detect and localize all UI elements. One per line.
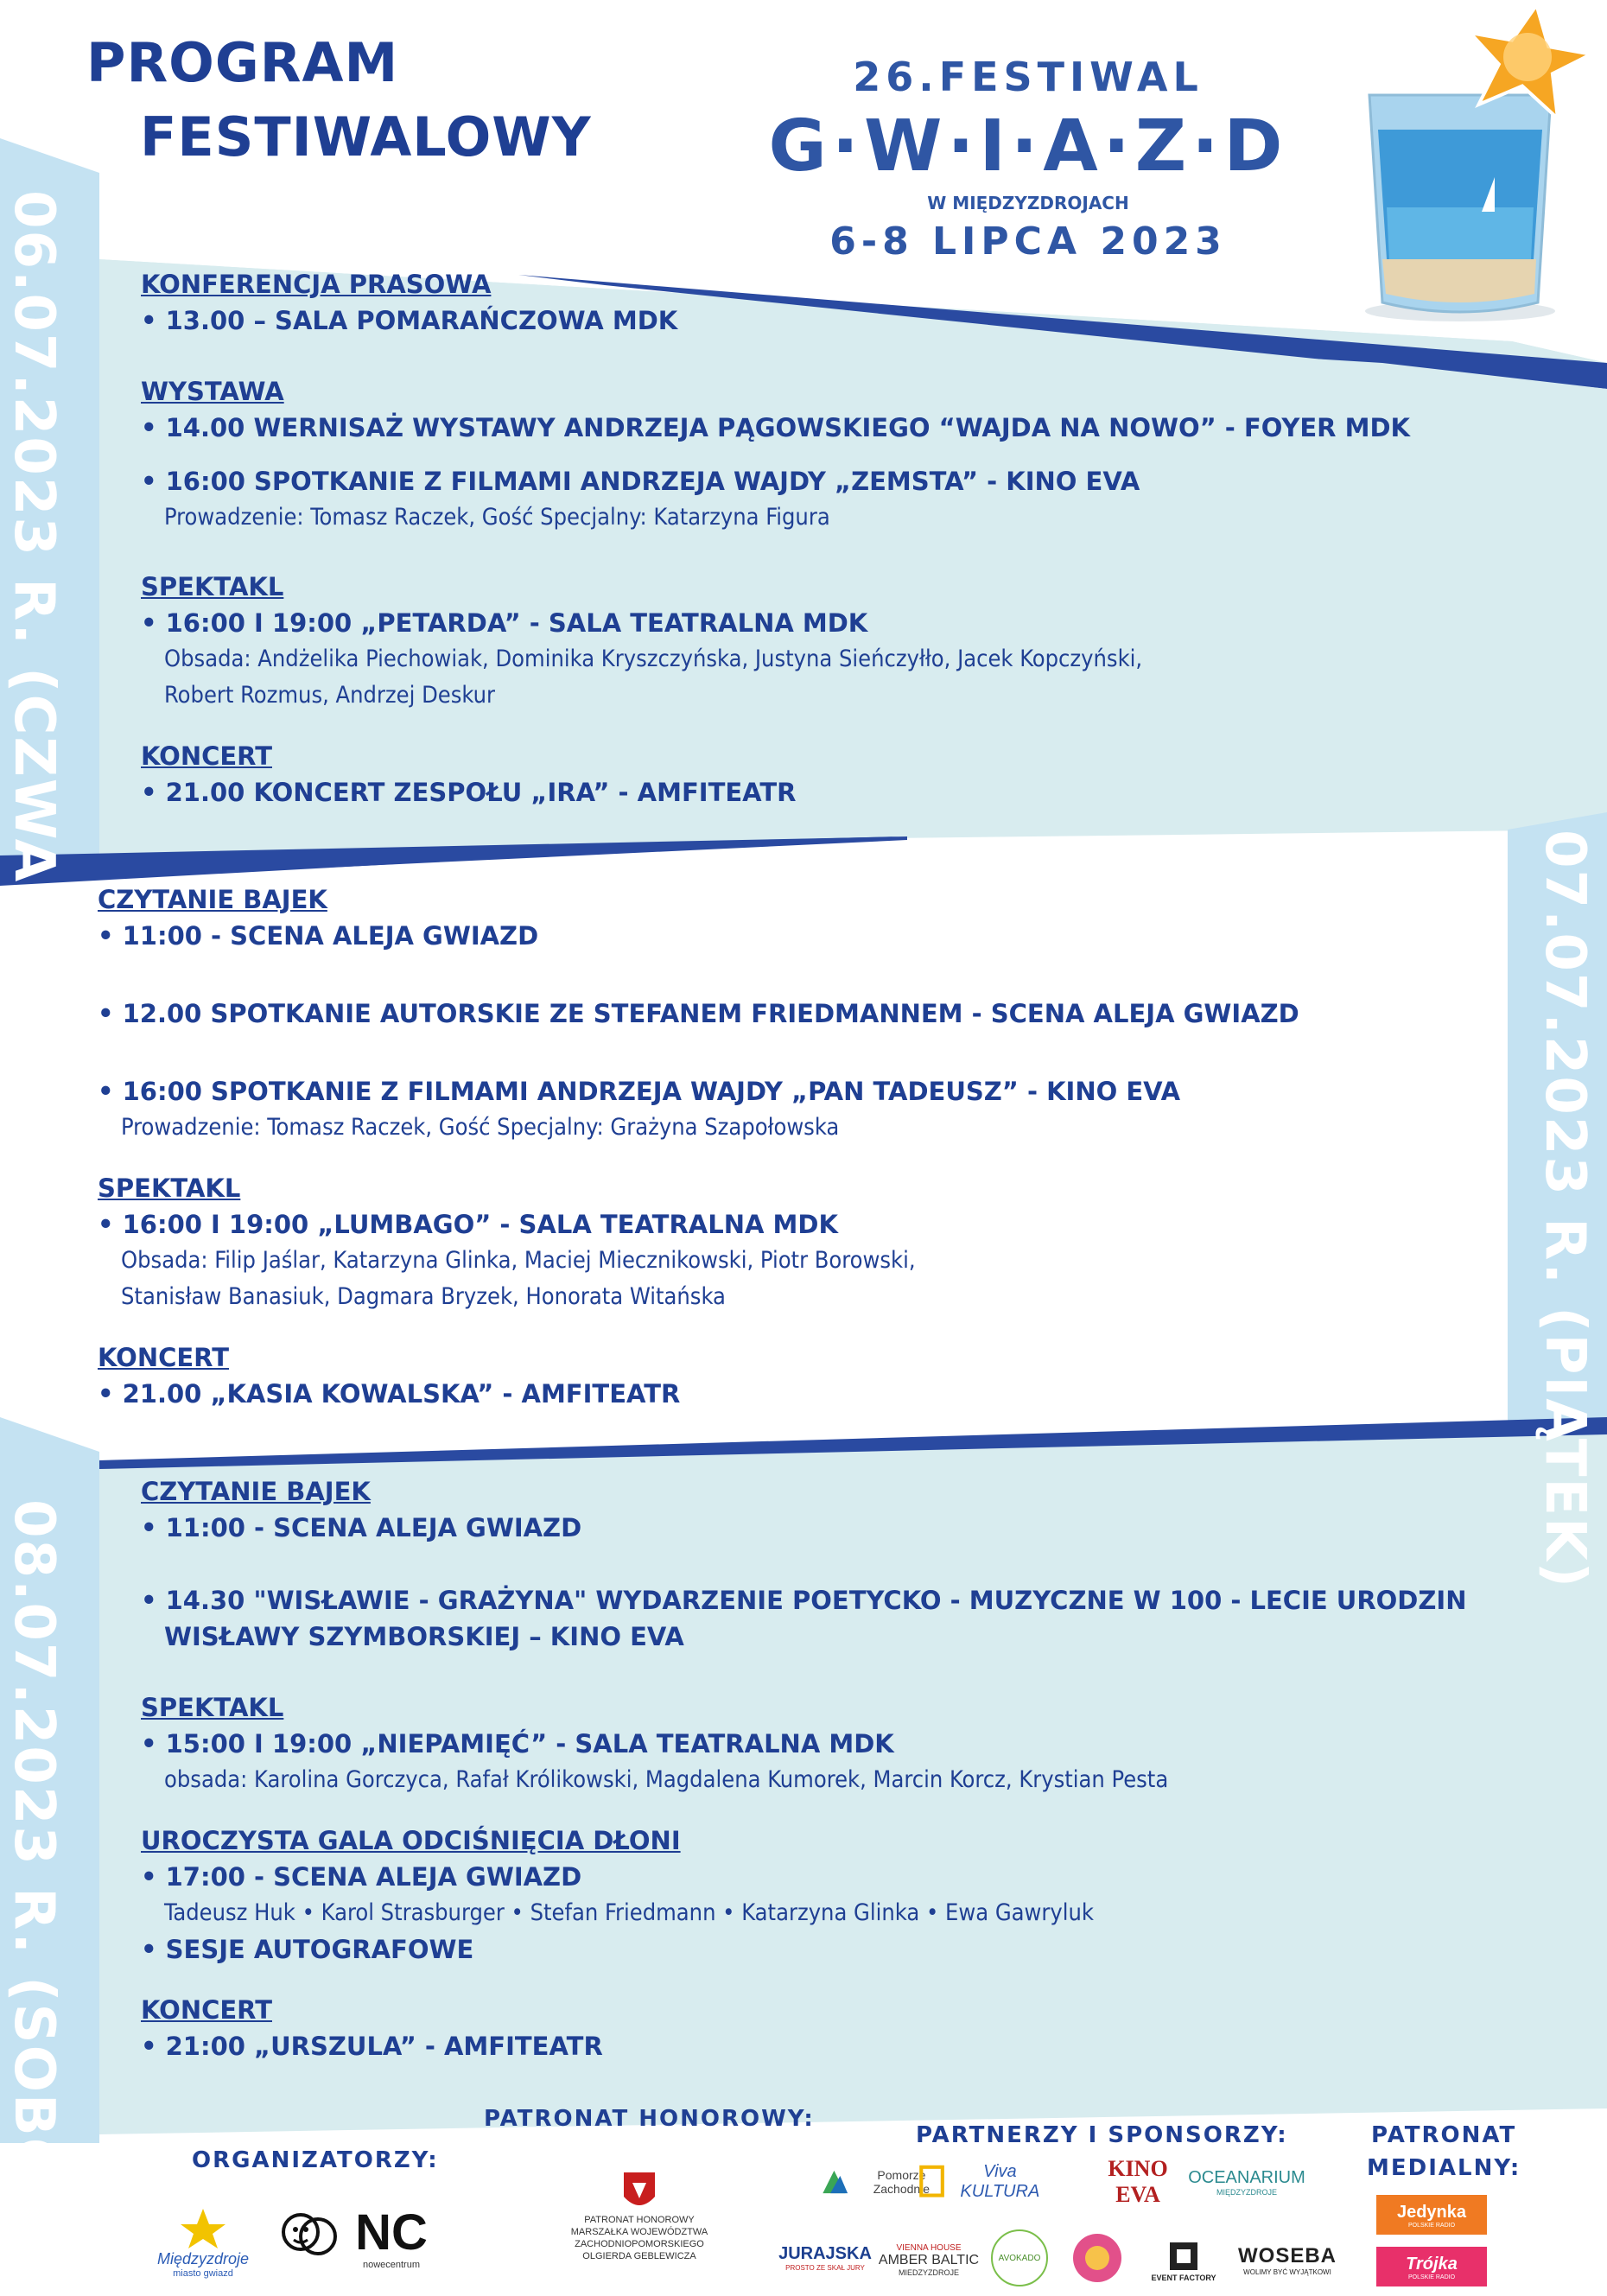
jedynka-text: Jedynka <box>1396 2202 1467 2222</box>
event-details: Prowadzenie: Tomasz Raczek, Gość Specjalny: Grażyna Szapołowska <box>121 1114 840 1141</box>
event-item: • 11:00 - SCENA ALEJA GWIAZD <box>141 1513 582 1542</box>
event-item: • 15:00 I 19:00 „NIEPAMIĘĆ” - SALA TEATRALNA MDK <box>141 1729 894 1759</box>
viva-kultura-icon <box>918 2160 947 2204</box>
section-heading: KONCERT <box>141 1995 272 2025</box>
event-item: • SESJE AUTOGRAFOWE <box>141 1935 474 1964</box>
woseba-subtext: WOLIMY BYĆ WYJĄTKOWI <box>1243 2267 1331 2276</box>
pomorze-icon <box>819 2165 849 2199</box>
section-heading: CZYTANIE BAJEK <box>141 1477 371 1506</box>
vienna-text: VIENNA HOUSE <box>896 2243 962 2253</box>
event-item: WISŁAWY SZYMBORSKIEJ – KINO EVA <box>164 1622 684 1651</box>
section-heading: WYSTAWA <box>141 377 284 406</box>
section-heading: KONCERT <box>98 1343 229 1372</box>
event-details: Stanisław Banasiuk, Dagmara Bryzek, Honorata Witańska <box>121 1283 726 1310</box>
event-item: • 16:00 SPOTKANIE Z FILMAMI ANDRZEJA WAJDY „ZEMSTA” - KINO EVA <box>141 467 1140 496</box>
amber-text: AMBER BALTIC <box>878 2253 980 2267</box>
honorary-heading: PATRONAT HONOROWY: <box>484 2106 815 2132</box>
partners-heading: PARTNERZY I SPONSORZY: <box>916 2122 1288 2148</box>
event-item: • 11:00 - SCENA ALEJA GWIAZD <box>98 921 539 951</box>
miedzyzdroje-text: Międzyzdroje <box>156 2249 250 2267</box>
honorary-text-3: ZACHODNIOPOMORSKIEGO <box>575 2239 704 2249</box>
honorary-text-2: MARSZAŁKA WOJEWÓDZTWA <box>570 2227 708 2237</box>
event-item: • 16:00 SPOTKANIE Z FILMAMI ANDRZEJA WAJDY „PAN TADEUSZ” - KINO EVA <box>98 1077 1181 1106</box>
miedzyzdroje-subtext: miasto gwiazd <box>173 2267 233 2279</box>
day-label-thursday: 06.07.2023 R. (CZWARTEK) <box>2 190 66 1076</box>
event-factory-logo <box>1145 2229 1223 2292</box>
trojka-logo <box>1376 2247 1487 2286</box>
woseba-text: WOSEBA <box>1238 2243 1337 2267</box>
section-heading: UROCZYSTA GALA ODCIŚNIĘCIA DŁONI <box>141 1826 681 1855</box>
program-title <box>86 26 592 175</box>
woseba-logo <box>1231 2234 1343 2286</box>
day2-program <box>98 881 1299 1412</box>
day-label-friday: 07.07.2023 R. (PIĄTEK) <box>1533 830 1597 1589</box>
oceanarium-logo <box>1182 2156 1312 2208</box>
amber-subtext: MIEDZYZDROJE <box>898 2268 959 2277</box>
event-details: Obsada: Filip Jaślar, Katarzyna Glinka, Maciej Miecznikowski, Piotr Borowski, <box>121 1247 916 1274</box>
event-details: Prowadzenie: Tomasz Raczek, Gość Specjalny: Katarzyna Figura <box>164 504 830 531</box>
section-heading: SPEKTAKL <box>141 572 284 601</box>
event-factory-icon <box>1166 2239 1201 2274</box>
festival-logo <box>760 50 1296 268</box>
title-line1: PROGRAM <box>86 31 399 94</box>
star-icon <box>177 2207 229 2250</box>
jurajska-text: JURAJSKA <box>778 2243 872 2263</box>
event-item: • 21.00 „KASIA KOWALSKA” - AMFITEATR <box>98 1379 681 1409</box>
amber-baltic-logo <box>873 2232 985 2288</box>
event-item: • 21.00 KONCERT ZESPOŁU „IRA” - AMFITEATR <box>141 778 797 807</box>
event-item: • 17:00 - SCENA ALEJA GWIAZD <box>141 1862 582 1892</box>
media-heading-line2: MEDIALNY: <box>1367 2155 1521 2181</box>
honorary-patron-logo <box>544 2143 734 2290</box>
oceanarium-text: OCEANARIUM <box>1188 2167 1305 2187</box>
coat-of-arms-icon <box>622 2171 657 2214</box>
event-item: • 13.00 – SALA POMARAŃCZOWA MDK <box>141 306 678 335</box>
nc-text: NC <box>355 2204 428 2261</box>
section-heading: CZYTANIE BAJEK <box>98 885 327 914</box>
theatre-masks-logo <box>272 2199 346 2273</box>
event-details: Robert Rozmus, Andrzej Deskur <box>164 682 496 709</box>
avokado-text: AVOKADO <box>998 2253 1041 2263</box>
miedzyzdroje-logo <box>147 2199 259 2286</box>
day-label-saturday: 08.07.2023 R. (SOBOTA) <box>2 1499 66 2293</box>
event-details: obsada: Karolina Gorczyca, Rafał Królikowski, Magdalena Kumorek, Marcin Korcz, Krystian Pesta <box>164 1766 1169 1793</box>
nc-subtext: nowecentrum <box>362 2260 421 2270</box>
trojka-text: Trójka <box>1406 2254 1458 2274</box>
trojka-subtext: POLSKIE RADIO <box>1407 2274 1456 2280</box>
viva-kultura-text: Viva KULTURA <box>960 2162 1040 2201</box>
section-heading: KONCERT <box>141 741 272 771</box>
festival-place: W MIĘDZYZDROJACH <box>927 193 1129 213</box>
event-item: • 14.30 "WISŁAWIE - GRAŻYNA" WYDARZENIE POETYCKO - MUZYCZNE W 100 - LECIE URODZIN <box>141 1586 1467 1615</box>
day1-program <box>141 266 1410 811</box>
nowe-centrum-logo <box>355 2199 428 2277</box>
flower-icon <box>1070 2231 1124 2285</box>
event-item: • 14.00 WERNISAŻ WYSTAWY ANDRZEJA PĄGOWSKIEGO “WAJDA NA NOWO” - FOYER MDK <box>141 413 1410 442</box>
festival-dates: 6-8 LIPCA 2023 <box>829 219 1227 264</box>
honorary-text-1: PATRONAT HONOROWY <box>584 2215 695 2225</box>
title-line2: FESTIWALOWY <box>140 105 592 169</box>
event-item: • 16:00 I 19:00 „PETARDA” - SALA TEATRALNA MDK <box>141 608 868 638</box>
media-heading <box>1367 2119 1521 2185</box>
media-heading-line1: PATRONAT <box>1371 2122 1517 2148</box>
pomorze-text: Pomorze Zachodnie <box>873 2168 931 2196</box>
section-heading: SPEKTAKL <box>141 1693 284 1722</box>
honorary-text-4: OLGIERDA GEBLEWICZA <box>582 2251 696 2261</box>
event-item: • 21:00 „URSZULA” - AMFITEATR <box>141 2032 603 2061</box>
theatre-masks-icon <box>275 2202 344 2271</box>
event-details: Tadeusz Huk • Karol Strasburger • Stefan Friedmann • Katarzyna Glinka • Ewa Gawryluk <box>164 1899 1094 1926</box>
day3-program <box>141 1473 1466 2064</box>
kino-eva-logo <box>1090 2156 1185 2208</box>
oceanarium-subtext: MIĘDZYZDROJE <box>1216 2187 1277 2197</box>
festival-name: G·W·I·A·Z·D <box>768 105 1288 188</box>
jurajska-logo <box>778 2229 873 2286</box>
event-item: • 12.00 SPOTKANIE AUTORSKIE ZE STEFANEM FRIEDMANNEM - SCENA ALEJA GWIAZD <box>98 999 1299 1028</box>
festival-number: 26.FESTIWAL <box>853 54 1204 100</box>
avokado-logo <box>989 2228 1050 2288</box>
organizers-heading: ORGANIZATORZY: <box>192 2147 439 2173</box>
jedynka-subtext: POLSKIE RADIO <box>1407 2222 1456 2229</box>
flower-logo <box>1067 2228 1127 2288</box>
kino-eva-text: KINO EVA <box>1108 2156 1168 2207</box>
event-item: • 16:00 I 19:00 „LUMBAGO” - SALA TEATRALNA MDK <box>98 1210 838 1239</box>
section-heading: SPEKTAKL <box>98 1173 241 1203</box>
event-factory-text: EVENT FACTORY <box>1151 2274 1216 2282</box>
viva-kultura-logo <box>918 2152 1048 2212</box>
jurajska-subtext: PROSTO ZE SKAŁ JURY <box>785 2263 865 2272</box>
jedynka-logo <box>1376 2195 1487 2235</box>
section-heading: KONFERENCJA PRASOWA <box>141 270 492 299</box>
event-details: Obsada: Andżelika Piechowiak, Dominika Kryszczyńska, Justyna Sieńczyłło, Jacek Kopczyński, <box>164 646 1143 672</box>
